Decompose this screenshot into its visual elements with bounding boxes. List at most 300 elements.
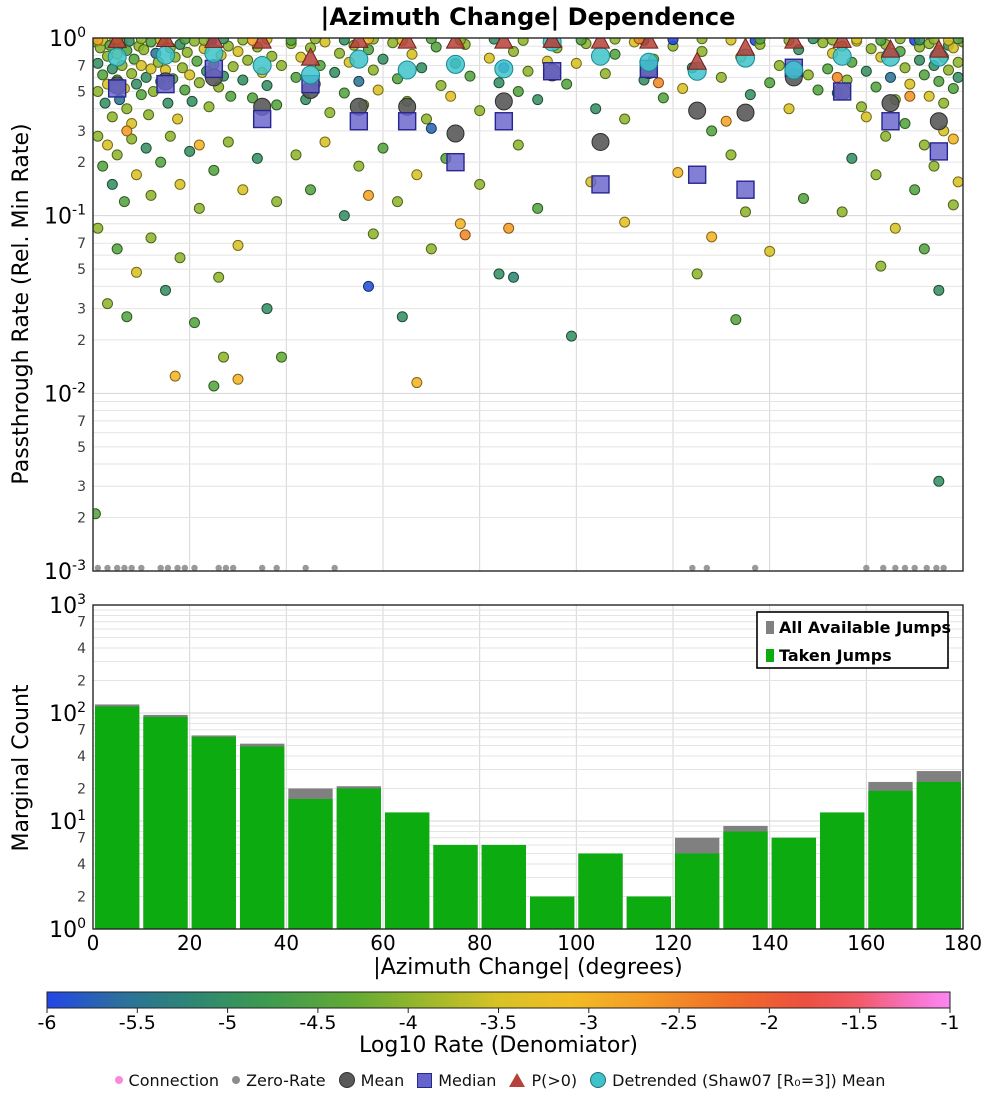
scatter-point <box>460 230 470 240</box>
scatter-point <box>799 193 809 203</box>
scatter-point <box>132 79 142 89</box>
x-tick-label: 40 <box>273 931 300 955</box>
bar-taken <box>95 706 139 929</box>
scatter-point <box>847 153 857 163</box>
scatter-point <box>610 34 620 44</box>
circle-icon <box>339 1072 355 1088</box>
detrended-mean-marker <box>253 57 271 75</box>
zero-rate-dot <box>121 565 127 571</box>
hist-legend <box>757 612 951 668</box>
y-tick-label: $10^{-3}$ <box>44 558 86 585</box>
triangle-icon <box>509 1073 525 1087</box>
mean-marker <box>737 104 754 121</box>
legend-item-label: Connection <box>128 1070 220 1090</box>
y-tick-label: $10^1$ <box>49 808 86 835</box>
scatter-point <box>214 272 224 282</box>
scatter-point <box>136 34 146 44</box>
legend-item-label: Detrended (Shaw07 [R₀=3]) Mean <box>612 1070 886 1090</box>
scatter-point <box>170 371 180 381</box>
scatter-point <box>934 76 944 86</box>
scatter-point <box>90 509 100 519</box>
scatter-point <box>426 123 436 133</box>
scatter-point <box>339 88 349 98</box>
bar-taken <box>433 845 477 929</box>
scatter-point <box>291 72 301 82</box>
scatter-point <box>339 211 349 221</box>
legend-swatch <box>766 649 774 662</box>
y-minor-tick-label: 7 <box>77 58 86 75</box>
detrended-mean-marker <box>108 48 126 66</box>
scatter-point <box>209 381 219 391</box>
scatter-point <box>857 102 867 112</box>
scatter-point <box>668 35 678 45</box>
zero-rate-dot <box>331 565 337 571</box>
scatter-point <box>823 64 833 74</box>
median-marker <box>254 111 271 128</box>
bar-taken <box>820 812 864 929</box>
scatter-point <box>127 69 137 79</box>
scatter-point <box>881 131 891 141</box>
zero-rate-dot <box>863 565 869 571</box>
zero-rate-dot <box>104 565 110 571</box>
scatter-panel <box>44 25 968 585</box>
scatter-point <box>238 185 248 195</box>
legend-item-label: Median <box>438 1070 497 1090</box>
bar-taken <box>288 799 332 929</box>
zero-rate-dot <box>704 565 710 571</box>
colorbar-tick-label: -4 <box>398 1012 418 1034</box>
scatter-point <box>373 85 383 95</box>
zero-rate-dot <box>689 565 695 571</box>
scatter-point <box>397 312 407 322</box>
scatter-point <box>146 233 156 243</box>
detrended-mean-marker <box>592 47 610 65</box>
y-minor-tick-label: 7 <box>77 413 86 430</box>
bar-taken <box>578 854 622 929</box>
y-minor-tick-label: 5 <box>77 262 86 279</box>
scatter-point <box>185 146 195 156</box>
x-tick-label: 160 <box>847 931 886 955</box>
scatter-point <box>721 116 731 126</box>
median-marker <box>689 166 706 183</box>
scatter-point <box>107 179 117 189</box>
scatter-point <box>716 72 726 82</box>
median-marker <box>399 113 416 130</box>
scatter-point <box>948 134 958 144</box>
scatter-point <box>417 63 427 73</box>
scatter-point <box>567 331 577 341</box>
legend-item <box>339 1071 405 1090</box>
scatter-point <box>364 190 374 200</box>
bar-taken <box>917 782 961 929</box>
scatter-point <box>697 34 707 44</box>
scatter-point <box>100 98 110 108</box>
scatter-point <box>518 35 528 45</box>
zero-rate-dot <box>892 565 898 571</box>
legend-entry-label: All Available Jumps <box>779 618 952 637</box>
scatter-point <box>692 269 702 279</box>
scatter-point <box>446 91 456 101</box>
scatter-point <box>533 95 543 105</box>
bar-taken <box>240 746 284 929</box>
scatter-point <box>325 108 335 118</box>
colorbar-tick-label: -2 <box>759 1012 779 1034</box>
mean-marker <box>495 93 512 110</box>
scatter-point <box>354 76 364 86</box>
scatter-point <box>98 70 108 80</box>
scatter-point <box>900 63 910 73</box>
y-minor-tick-label: 4 <box>77 640 86 657</box>
scatter-point <box>741 207 751 217</box>
scatter-point <box>180 34 190 44</box>
scatter-point <box>673 167 683 177</box>
y-tick-label: $10^3$ <box>49 592 86 619</box>
scatter-point <box>219 352 229 362</box>
scatter-point <box>915 35 925 45</box>
detrended-mean-marker <box>640 53 658 71</box>
scatter-point <box>204 102 214 112</box>
legend-item-label: P(>0) <box>531 1070 578 1090</box>
scatter-point <box>233 374 243 384</box>
scatter-point <box>948 83 958 93</box>
x-tick-label: 120 <box>653 931 693 955</box>
y-minor-tick-label: 2 <box>77 510 86 527</box>
scatter-point <box>93 131 103 141</box>
scatter-point <box>620 217 630 227</box>
bar-taken <box>675 854 719 929</box>
scatter-point <box>98 161 108 171</box>
scatter-point <box>330 67 340 77</box>
scatter-point <box>852 34 862 44</box>
x-tick-label: 180 <box>943 931 983 955</box>
scatter-point <box>832 72 842 82</box>
x-tick-label: 140 <box>750 931 789 955</box>
zero-rate-dot <box>880 565 886 571</box>
scatter-point <box>187 96 197 106</box>
zero-rate-dot <box>230 565 236 571</box>
median-marker <box>205 60 222 77</box>
scatter-point <box>320 137 330 147</box>
scatter-point <box>132 170 142 180</box>
scatter-point <box>876 35 886 45</box>
mean-marker <box>447 125 464 142</box>
zero-rate-dot <box>259 565 265 571</box>
scatter-point <box>136 90 146 100</box>
zero-rate-dot <box>165 565 171 571</box>
scatter-point <box>173 114 183 124</box>
scatter-point <box>939 98 949 108</box>
scatter-point <box>182 47 192 57</box>
scatter-point <box>139 45 149 55</box>
scatter-point <box>238 35 248 45</box>
mean-marker <box>689 102 706 119</box>
scatter-point <box>286 35 296 45</box>
scatter-point <box>784 104 794 114</box>
scatter-point <box>837 207 847 217</box>
bar-taken <box>143 717 187 929</box>
colorbar-tick-label: -6 <box>37 1012 57 1034</box>
median-marker <box>544 63 561 80</box>
y-minor-tick-label: 7 <box>77 722 86 739</box>
x-tick-label: 20 <box>176 931 203 955</box>
dot-icon <box>115 1076 123 1084</box>
scatter-point <box>504 223 514 233</box>
y-minor-tick-label: 3 <box>77 301 86 318</box>
legend-item <box>509 1071 577 1090</box>
scatter-point <box>494 269 504 279</box>
scatter-point <box>523 66 533 76</box>
scatter-point <box>436 81 446 91</box>
scatter-point <box>185 70 195 80</box>
legend-entry-label: Taken Jumps <box>779 646 892 665</box>
y-minor-tick-label: 2 <box>77 673 86 690</box>
scatter-point <box>272 100 282 110</box>
zero-rate-dot <box>138 565 144 571</box>
bar-taken <box>723 831 767 929</box>
legend-item <box>115 1071 220 1090</box>
scatter-point <box>262 81 272 91</box>
y-minor-tick-label: 2 <box>77 332 86 349</box>
legend-swatch <box>766 621 774 634</box>
y-tick-label: $10^0$ <box>49 916 86 943</box>
scatter-point <box>122 126 132 136</box>
scatter-point <box>136 61 146 71</box>
scatter-point <box>610 49 620 59</box>
legend-item-label: Mean <box>360 1070 405 1090</box>
scatter-point <box>262 304 272 314</box>
scatter-point <box>948 200 958 210</box>
median-marker <box>157 76 174 93</box>
scatter-point <box>509 272 519 282</box>
scatter-point <box>484 53 494 63</box>
zero-rate-dot <box>157 565 163 571</box>
scatter-point <box>306 185 316 195</box>
scatter-point <box>93 58 103 68</box>
bar-taken <box>627 896 671 929</box>
scatter-point <box>871 82 881 92</box>
scatter-point <box>146 190 156 200</box>
bar-taken <box>385 812 429 929</box>
scatter-point <box>393 197 403 207</box>
x-tick-label: 60 <box>370 931 396 955</box>
scatter-point <box>192 56 202 66</box>
scatter-point <box>953 57 963 67</box>
scatter-point <box>755 34 765 44</box>
scatter-point <box>900 119 910 129</box>
scatter-point <box>944 35 954 45</box>
scatter-point <box>354 161 364 171</box>
y-tick-label: $10^2$ <box>49 700 86 727</box>
zero-rate-dot <box>933 565 939 571</box>
bar-taken <box>482 845 526 929</box>
scatter-point <box>591 104 601 114</box>
square-icon <box>417 1073 432 1088</box>
zero-rate-dot <box>273 565 279 571</box>
scatter-point <box>194 140 204 150</box>
scatter-point <box>707 232 717 242</box>
scatter-point <box>291 150 301 160</box>
scatter-point <box>277 61 287 71</box>
scatter-point <box>175 253 185 263</box>
zero-rate-dot <box>940 565 946 571</box>
scatter-point <box>141 143 151 153</box>
scatter-point <box>368 65 378 75</box>
legend-item <box>590 1071 885 1090</box>
zero-rate-dot <box>95 565 101 571</box>
scatter-point <box>895 34 905 44</box>
scatter-point <box>934 285 944 295</box>
dot-icon <box>232 1076 240 1084</box>
scatter-point <box>335 48 345 58</box>
scatter-point <box>919 244 929 254</box>
scatter-point <box>103 140 113 150</box>
scatter-point <box>388 38 398 48</box>
scatter-point <box>678 83 688 93</box>
scatter-point <box>93 86 103 96</box>
scatter-point <box>934 476 944 486</box>
zero-rate-dot <box>302 565 308 571</box>
scatter-point <box>905 79 915 89</box>
scatter-point <box>407 49 417 59</box>
scatter-point <box>726 35 736 45</box>
colorbar-tick-label: -5.5 <box>118 1012 156 1034</box>
scatter-point <box>745 90 755 100</box>
scatter-point <box>364 281 374 291</box>
zero-rate-dot <box>182 565 188 571</box>
y-minor-tick-label: 5 <box>77 439 86 456</box>
hist-y-axis-label: Marginal Count <box>9 684 34 852</box>
circle-icon <box>590 1072 606 1088</box>
y-minor-tick-label: 2 <box>77 781 86 798</box>
scatter-point <box>475 179 485 189</box>
x-tick-label: 100 <box>557 931 596 955</box>
detrended-mean-marker <box>302 66 320 84</box>
scatter-point <box>953 34 963 44</box>
bar-taken <box>868 791 912 929</box>
scatter-point <box>233 240 243 250</box>
scatter-point <box>310 34 320 44</box>
scatter-point <box>929 161 939 171</box>
detrended-mean-marker <box>398 61 416 79</box>
zero-rate-dot <box>114 565 120 571</box>
marker-legend <box>0 1066 1000 1094</box>
bar-taken <box>192 737 236 929</box>
y-minor-tick-label: 2 <box>77 889 86 906</box>
scatter-point <box>919 140 929 150</box>
scatter-point <box>252 153 262 163</box>
scatter-point <box>132 267 142 277</box>
scatter-point <box>426 34 436 44</box>
scatter-point <box>707 126 717 136</box>
zero-rate-dot <box>902 565 908 571</box>
zero-rate-dot <box>924 565 930 571</box>
scatter-point <box>93 223 103 233</box>
scatter-point <box>163 98 173 108</box>
scatter-point <box>871 170 881 180</box>
scatter-point <box>953 177 963 187</box>
scatter-point <box>144 110 154 120</box>
scatter-point <box>194 203 204 213</box>
scatter-y-axis-label: Passthrough Rate (Rel. Min Rate) <box>9 123 34 485</box>
median-marker <box>930 143 947 160</box>
scatter-point <box>654 78 664 88</box>
scatter-point <box>886 72 896 82</box>
median-marker <box>834 83 851 100</box>
scatter-point <box>378 143 388 153</box>
y-minor-tick-label: 5 <box>77 84 86 101</box>
scatter-point <box>861 66 871 76</box>
scatter-point <box>119 197 129 207</box>
scatter-point <box>876 261 886 271</box>
scatter-point <box>93 35 103 45</box>
zero-rate-dot <box>752 565 758 571</box>
scatter-point <box>112 244 122 254</box>
scatter-point <box>368 229 378 239</box>
scatter-point <box>571 58 581 68</box>
scatter-point <box>455 219 465 229</box>
scatter-point <box>243 55 253 65</box>
median-marker <box>737 181 754 198</box>
mean-marker <box>930 113 947 130</box>
scatter-point <box>412 378 422 388</box>
scatter-point <box>813 85 823 95</box>
scatter-point <box>513 86 523 96</box>
scatter-point <box>953 72 963 82</box>
scatter-point <box>422 114 432 124</box>
zero-rate-dot <box>911 565 917 571</box>
colorbar-tick-label: -2.5 <box>660 1012 698 1034</box>
mean-marker <box>882 95 899 112</box>
scatter-point <box>818 38 828 48</box>
y-tick-label: $10^{-2}$ <box>44 380 86 408</box>
scatter-point <box>161 285 171 295</box>
zero-rate-dot <box>128 565 134 571</box>
scatter-point <box>194 78 204 88</box>
scatter-point <box>905 91 915 101</box>
zero-rate-dot <box>174 565 180 571</box>
y-minor-tick-label: 2 <box>77 155 86 172</box>
detrended-mean-marker <box>350 50 368 68</box>
scatter-point <box>112 150 122 160</box>
zero-rate-dot <box>223 565 229 571</box>
scatter-point <box>122 104 132 114</box>
scatter-point <box>412 170 422 180</box>
scatter-point <box>156 157 166 167</box>
median-marker <box>495 113 512 130</box>
scatter-point <box>378 54 388 64</box>
scatter-point <box>107 112 117 122</box>
colorbar-tick-label: -1 <box>940 1012 960 1034</box>
median-marker <box>350 113 367 130</box>
scatter-point <box>494 78 504 88</box>
colorbar-tick-label: -5 <box>218 1012 238 1034</box>
legend-item <box>232 1071 326 1090</box>
colorbar-tick-label: -1.5 <box>841 1012 879 1034</box>
mean-marker <box>592 133 609 150</box>
scatter-point <box>103 299 113 309</box>
scatter-point <box>924 91 934 101</box>
scatter-point <box>774 61 784 71</box>
scatter-point <box>726 150 736 160</box>
detrended-mean-marker <box>495 60 513 78</box>
scatter-point <box>228 62 238 72</box>
y-tick-label: $10^{-1}$ <box>44 202 86 230</box>
colorbar-tick-label: -3.5 <box>479 1012 518 1034</box>
scatter-point <box>658 93 668 103</box>
y-minor-tick-label: 7 <box>77 830 86 847</box>
scatter-point <box>122 312 132 322</box>
scatter-point <box>233 46 243 56</box>
